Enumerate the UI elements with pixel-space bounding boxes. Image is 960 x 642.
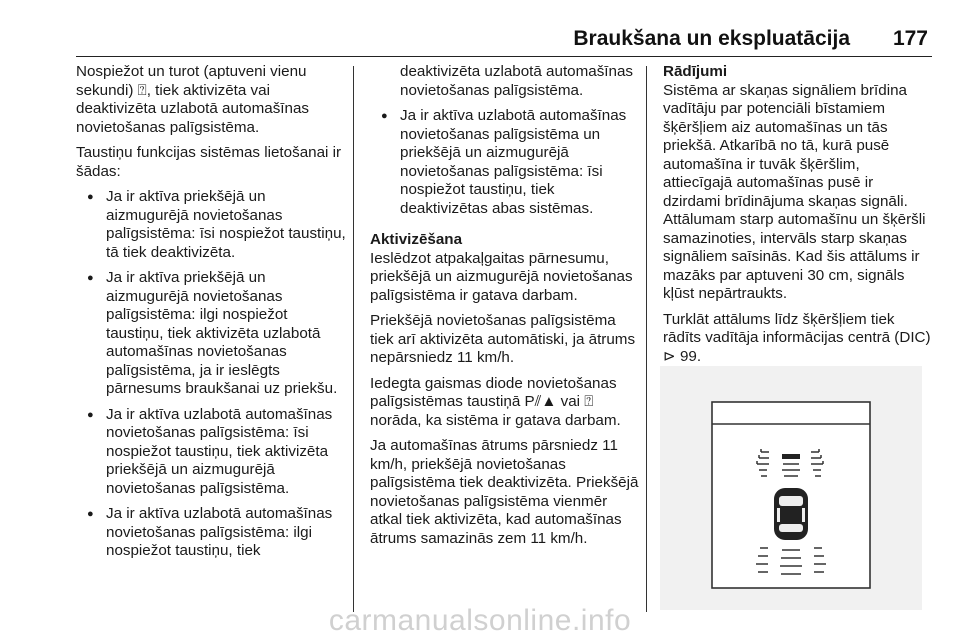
list-item-continued: deaktivizēta uzlabotā automašīnas novietošanas palīgsistēma. [400, 63, 634, 99]
list-item: ● Ja ir aktīva uzlabotā automašīnas novietošanas palīgsistēma un priekšējā un aizmugurējā novietošanas palīgsistēma: īsi nospiežot taustiņu, tiek deaktivizētas abas sistēmas. [370, 107, 640, 218]
bullet-list [370, 63, 640, 218]
header-rule [76, 56, 932, 57]
column-1 [76, 63, 348, 568]
list-item: ● Ja ir aktīva uzlabotā automašīnas novietošanas palīgsistēma: ilgi nospiežot taustiņu, tiek [76, 505, 348, 561]
paragraph: Sistēma ar skaņas signāliem brīdina vadītāju par potenciāli bīstamiem šķēršļiem aiz automašīnas un tās priekšā. Atkarībā no tā, kurā pusē automašīna ir tuvāk šķēršlim, attiecīgajā automašīnas pusē ir dzirdami brīdinājuma skaņas signāli. Attālumam starp automašīnu un šķēršli samazinoties, intervāls starp skaņas signāliem saīsinās. Kad šis attālums ir mazāks par aptuveni 30 cm, signāls kļūst nepārtraukts. [663, 81, 926, 302]
list-item: ● Ja ir aktīva priekšējā un aizmugurējā novietošanas palīgsistēma: ilgi nospiežot taustiņu, tiek aktivizēta uzlabotā automašīnas novietošanas palīgsistēma, ja ir ieslēgts pārnesums braukšanai uz priekšu. [76, 269, 348, 399]
paragraph: Nospiežot un turot (aptuveni vienu sekundi) ⍰, tiek aktivizēta vai deaktivizēta uzlabotā automašīnas novietošanas palīgsistēma. [76, 63, 310, 136]
watermark: carmanualsonline.info [328, 604, 632, 637]
section-heading: Rādījumi [663, 63, 728, 80]
column-divider [646, 66, 647, 612]
paragraph: Iedegta gaismas diode novietošanas palīgsistēmas taustiņā P⫽▲ vai ⍰ norāda, ka sistēma ir gatava darbam. [370, 374, 621, 429]
section-title: Braukšana un ekspluatācija [573, 27, 850, 50]
parking-display-illustration [660, 366, 922, 610]
page-header [0, 0, 960, 60]
column-3 [663, 63, 931, 373]
column-2 [370, 63, 640, 555]
page-number: 177 [892, 27, 928, 50]
list-item: ● Ja ir aktīva uzlabotā automašīnas novietošanas palīgsistēma: īsi nospiežot taustiņu, tiek aktivizēta priekšējā un aizmugurējā novietošanas palīgsistēma. [76, 406, 348, 499]
column-divider [353, 66, 354, 612]
list-item: ● Ja ir aktīva priekšējā un aizmugurējā novietošanas palīgsistēma: īsi nospiežot taustiņu, tā tiek deaktivizēta. [76, 188, 348, 262]
bullet-list [76, 188, 348, 561]
paragraph: Ieslēdzot atpakaļgaitas pārnesumu, priekšējā un aizmugurējā novietošanas palīgsistēma ir gatava darbam. [370, 249, 633, 304]
paragraph: Taustiņu funkcijas sistēmas lietošanai ir šādas: [76, 144, 342, 180]
section-heading: Aktivizēšana [370, 231, 463, 248]
car-icon [774, 488, 808, 540]
paragraph: Ja automašīnas ātrums pārsniedz 11 km/h, priekšējā novietošanas palīgsistēma tiek deaktivizēta. Priekšējā novietošanas palīgsistēma vienmēr atkal tiek aktivizēta, kad automašīnas ātrums samazinās zem 11 km/h. [370, 437, 639, 547]
paragraph: Turklāt attālums līdz šķēršļiem tiek rādīts vadītāja informācijas centrā (DIC) ⊳ 99. [663, 310, 931, 365]
parking-display-graphic [660, 366, 922, 610]
paragraph: Priekšējā novietošanas palīgsistēma tiek arī aktivizēta automātiski, ja ātrums nepārsniedz 11 km/h. [370, 312, 636, 366]
